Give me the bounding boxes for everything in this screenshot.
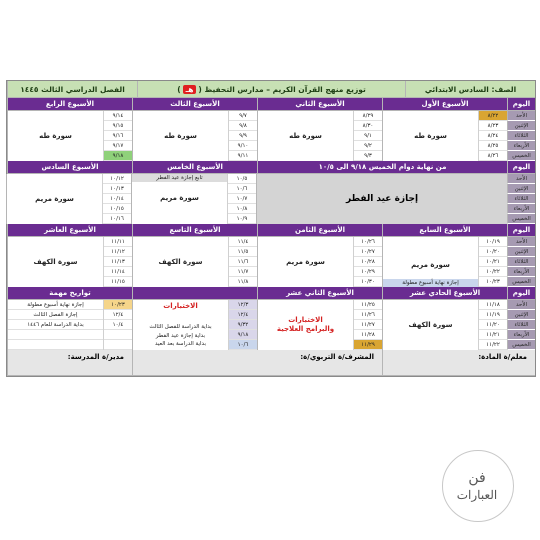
week9-cell: ١١/٤ ١١/٥ ١١/٦ ١١/٧ ١١/٨ سورة الكهف bbox=[132, 237, 257, 287]
week4-title: الأسبوع الرابع bbox=[7, 98, 132, 111]
row4-body: الأحد الإثنين الثلاثاء الأربعاء الخميس ١١/١٨ ١١/١٩ ١١/٢٠ ١١/٢١ ١١/٢٢ سورة الكهف ١١/٢٥ ١١/٢٦ ١١/٢٧ ١١/٢٨ ١١/٢٩ الاختبارات والبرامج العلاجية ١٢/٣ ١٢/٤ ٩/٣٢ ٩/١٨ ١٠/٦ الاختبارات بداية الدراسة للفصل الثالث بداية إجازة عيد الفطر بداية الدراسة بعد العيد ١٠/٢٣ ١٢/٤ ١٠/٤ إجازة نهاية أسبوع مطولة إجازة الفصل الثالث بداية الدراسة للعام ١٤٤٦ bbox=[7, 300, 535, 350]
week5-cell: ١٠/٥ ١٠/٦ ١٠/٧ ١٠/٨ ١٠/٩ تابع إجازة عيد الفطر سورة مريم bbox=[131, 174, 256, 224]
eid-holiday-block: إجازة عيد الفطر bbox=[256, 174, 507, 224]
week12-title: الأسبوع الثاني عشر bbox=[257, 287, 382, 300]
week5-content: سورة مريم bbox=[160, 194, 199, 202]
week4-cell: ٩/١٤ ٩/١٥ ٩/١٦ ٩/١٧ ٩/١٨ سورة طه bbox=[7, 111, 132, 161]
plan-sheet bbox=[6, 80, 536, 377]
week3-content: سورة طه bbox=[164, 132, 197, 140]
term-label: الفصل الدراسي الثالث ١٤٤٥ bbox=[7, 81, 137, 98]
week2-content: سورة طه bbox=[289, 132, 322, 140]
week9-title: الأسبوع التاسع bbox=[132, 224, 257, 237]
row1-headers bbox=[7, 98, 535, 111]
supervisor-signature: المشرف/ة التربوي/ة: bbox=[132, 350, 382, 376]
week10-cell: ١١/١١ ١١/١٢ ١١/١٣ ١١/١٤ ١١/١٥ سورة الكهف bbox=[7, 237, 132, 287]
brand-logo: فن العبارات bbox=[432, 444, 522, 534]
week8-content: سورة مريم bbox=[286, 258, 325, 266]
week3-cell: ٩/٧ ٩/٨ ٩/٩ ٩/١٠ ٩/١١ سورة طه bbox=[132, 111, 257, 161]
week13-title bbox=[132, 287, 257, 300]
week11-cell: ١١/١٨ ١١/١٩ ١١/٢٠ ١١/٢١ ١١/٢٢ سورة الكهف bbox=[382, 300, 507, 350]
plan-title: توزيع منهج القرآن الكريم – مدارس التحفيظ ( هـ ) bbox=[137, 81, 405, 98]
year-highlight: هـ bbox=[183, 85, 197, 94]
grade-label: الصف: السادس الابتدائي bbox=[405, 81, 535, 98]
important-item-6: بداية الدراسة بعد العيد bbox=[155, 340, 206, 347]
week8-title: الأسبوع الثامن bbox=[257, 224, 382, 237]
week1-title: الأسبوع الأول bbox=[382, 98, 507, 111]
important-item-5: بداية إجازة عيد الفطر bbox=[155, 332, 206, 339]
day-column: الأحد الإثنين الثلاثاء الأربعاء الخميس bbox=[507, 111, 535, 161]
week7-content: سورة مريم bbox=[411, 261, 450, 269]
row2-body: الأحد الإثنين الثلاثاء الأربعاء الخميس إجازة عيد الفطر ١٠/٥ ١٠/٦ ١٠/٧ ١٠/٨ ١٠/٩ تابع إجازة عيد الفطر سورة مريم ١٠/١٢ ١٠/١٣ ١٠/١٤ ١٠/١٥ ١٠/١٦ سورة مريم bbox=[7, 174, 535, 224]
teacher-signature: معلم/ة المادة: bbox=[382, 350, 535, 376]
important-item-2: إجازة الفصل الثالث bbox=[8, 310, 103, 320]
row4-headers: اليوم الأسبوع الحادي عشر الأسبوع الثاني عشر تواريخ مهمة bbox=[7, 287, 535, 300]
exams-line1: الاختبارات bbox=[288, 315, 323, 324]
row1-body bbox=[7, 111, 535, 161]
week7-cell: ١٠/١٩ ١٠/٢٠ ١٠/٢١ ١٠/٢٢ ١٠/٢٣ سورة مريم إجازة نهاية أسبوع مطولة bbox=[382, 237, 507, 287]
header-row bbox=[7, 81, 535, 98]
week12-cell: ١١/٢٥ ١١/٢٦ ١١/٢٧ ١١/٢٨ ١١/٢٩ الاختبارات والبرامج العلاجية bbox=[257, 300, 382, 350]
row2-headers: اليوم من نهاية دوام الخميس ٩/١٨ الى ١٠/٥ الأسبوع الخامس الأسبوع السادس bbox=[7, 161, 535, 174]
important-item-4: بداية الدراسة للفصل الثالث bbox=[149, 324, 212, 331]
week11-content: سورة الكهف bbox=[408, 321, 453, 329]
week13-exams: الاختبارات bbox=[163, 302, 198, 310]
row3-body: الأحد الإثنين الثلاثاء الأربعاء الخميس ١٠/١٩ ١٠/٢٠ ١٠/٢١ ١٠/٢٢ ١٠/٢٣ سورة مريم إجازة نهاية أسبوع مطولة ١٠/٢٦ ١٠/٢٧ ١٠/٢٨ ١٠/٢٩ ١٠/٣٠ سورة مريم ١١/٤ ١١/٥ ١١/٦ ١١/٧ ١١/٨ سورة الكهف ١١/١١ ١١/١٢ ١١/١٣ ١١/١٤ ١١/١٥ سورة الكهف bbox=[7, 237, 535, 287]
week4-content: سورة طه bbox=[39, 132, 72, 140]
week6-cell: ١٠/١٢ ١٠/١٣ ١٠/١٤ ١٠/١٥ ١٠/١٦ سورة مريم bbox=[6, 174, 131, 224]
week2-title: الأسبوع الثاني bbox=[257, 98, 382, 111]
week6-content: سورة مريم bbox=[35, 195, 74, 203]
eid-continuation-note: تابع إجازة عيد الفطر bbox=[132, 174, 227, 182]
week8-cell: ١٠/٢٦ ١٠/٢٧ ١٠/٢٨ ١٠/٢٩ ١٠/٣٠ سورة مريم bbox=[257, 237, 382, 287]
week13-cell: ١٢/٣ ١٢/٤ ٩/٣٢ ٩/١٨ ١٠/٦ الاختبارات بداية الدراسة للفصل الثالث بداية إجازة عيد الفطر بداية الدراسة بعد العيد bbox=[132, 300, 257, 350]
eid-header: من نهاية دوام الخميس ٩/١٨ الى ١٠/٥ bbox=[257, 161, 507, 174]
important-item-3: بداية الدراسة للعام ١٤٤٦ bbox=[8, 320, 103, 330]
important-item-1: إجازة نهاية أسبوع مطولة bbox=[8, 300, 103, 310]
important-dates-title: تواريخ مهمة bbox=[7, 287, 132, 300]
signature-row bbox=[7, 350, 535, 376]
week9-content: سورة الكهف bbox=[158, 258, 203, 266]
week6-title: الأسبوع السادس bbox=[7, 161, 132, 174]
week1-cell: ٨/٢٢ ٨/٢٣ ٨/٢٤ ٨/٢٥ ٨/٢٦ سورة طه bbox=[382, 111, 507, 161]
principal-signature: مدير/ة المدرسة: bbox=[7, 350, 132, 376]
week3-title: الأسبوع الثالث bbox=[132, 98, 257, 111]
important-dates-cell: ١٠/٢٣ ١٢/٤ ١٠/٤ إجازة نهاية أسبوع مطولة إجازة الفصل الثالث بداية الدراسة للعام ١٤٤٦ bbox=[7, 300, 132, 350]
day-header: اليوم bbox=[507, 98, 535, 111]
week10-title: الأسبوع العاشر bbox=[7, 224, 132, 237]
row3-headers: اليوم الأسبوع السابع الأسبوع الثامن الأسبوع التاسع الأسبوع العاشر bbox=[7, 224, 535, 237]
week7-title: الأسبوع السابع bbox=[382, 224, 507, 237]
long-weekend-note: إجازة نهاية أسبوع مطولة bbox=[383, 279, 478, 287]
week5-title: الأسبوع الخامس bbox=[132, 161, 257, 174]
week10-content: سورة الكهف bbox=[33, 258, 78, 266]
exams-line2: والبرامج العلاجية bbox=[276, 325, 335, 333]
week11-title: الأسبوع الحادي عشر bbox=[382, 287, 507, 300]
week1-content: سورة طه bbox=[414, 132, 447, 140]
week2-cell: ٨/٢٩ ٨/٣٠ ٩/١ ٩/٢ ٩/٣ سورة طه bbox=[257, 111, 382, 161]
